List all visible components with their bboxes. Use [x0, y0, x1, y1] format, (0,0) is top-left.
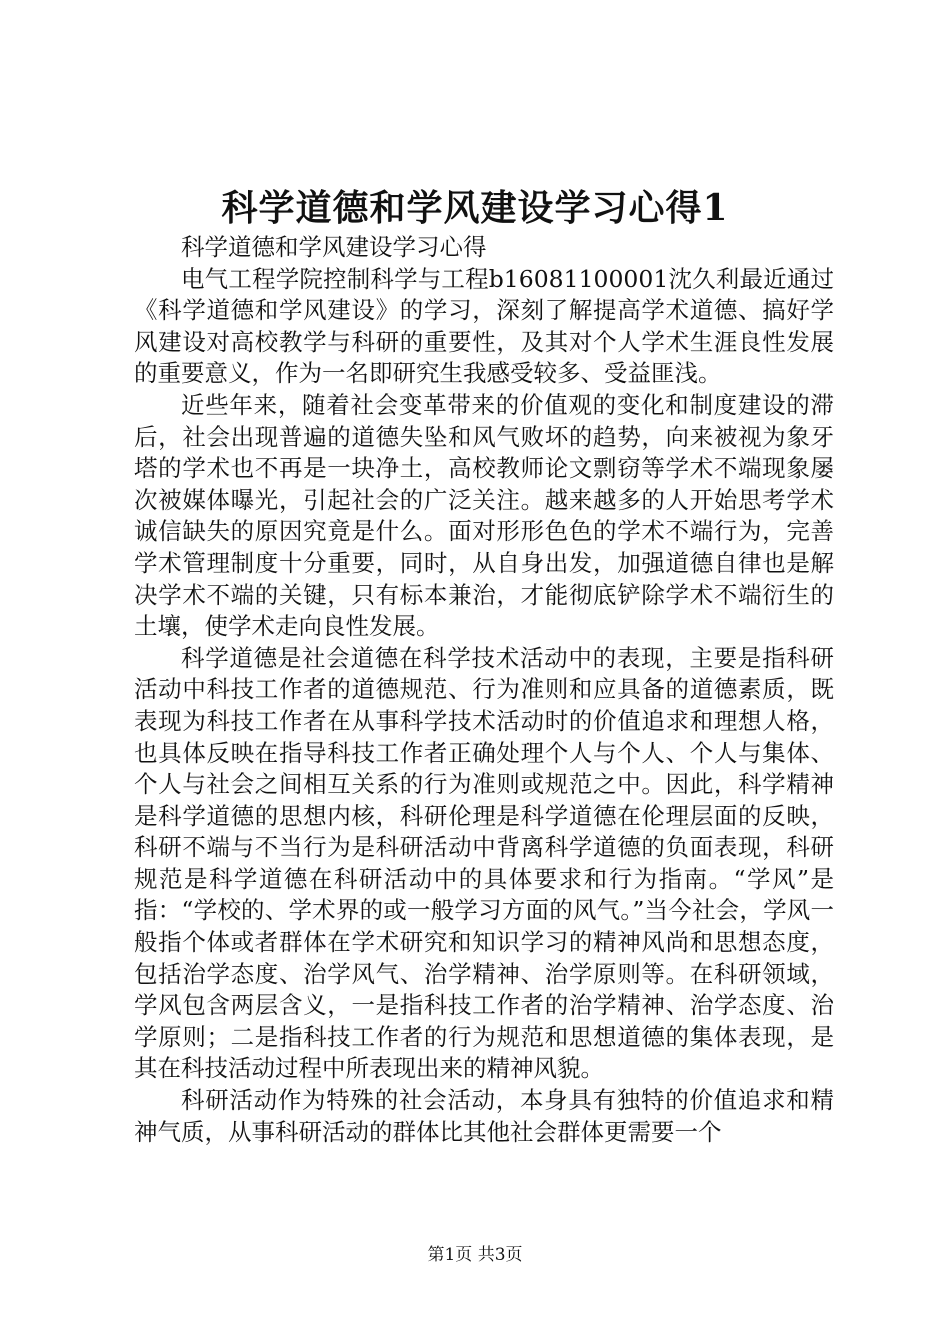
paragraph-research-activity: 科研活动作为特殊的社会活动，本身具有独特的价值追求和精神气质，从事科研活动的群体比其他社会群体更需要一个 [134, 1086, 834, 1146]
document-title: 科学道德和学风建设学习心得1 [221, 187, 729, 229]
document-body [134, 232, 834, 1148]
paragraph-definition: 科学道德是社会道德在科学技术活动中的表现，主要是指科研活动中科技工作者的道德规范、行为准则和应具备的道德素质，既表现为科技工作者在从事科学技术活动时的价值追求和理想人格，也具体反映在指导科技工作者正确处理个人与个人、个人与集体、个人与社会之间相互关系的行为准则或规范之中。因此，科学精神是科学道德的思想内核，科研伦理是科学道德在伦理层面的反映，科研不端与不当行为是科研活动中背离科学道德的负面表现，科研规范是科学道德在科研活动中的具体要求和行为指南。“学风”是指：“学校的、学术界的或一般学习方面的风气。”当今社会，学风一般指个体或者群体在学术研究和知识学习的精神风尚和思想态度，包括治学态度、治学风气、治学精神、治学原则等。在科研领域，学风包含两层含义，一是指科技工作者的治学精神、治学态度、治学原则；二是指科技工作者的行为规范和思想道德的集体表现，是其在科技活动过程中所表现出来的精神风貌。 [134, 643, 834, 1083]
paragraph-subtitle: 科学道德和学风建设学习心得 [181, 233, 487, 261]
paragraph-background: 近些年来，随着社会变革带来的价值观的变化和制度建设的滞后，社会出现普遍的道德失坠和风气败坏的趋势，向来被视为象牙塔的学术也不再是一块净土，高校教师论文剽窃等学术不端现象屡次被媒体曝光，引起社会的广泛关注。越来越多的人开始思考学术诚信缺失的原因究竟是什么。面对形形色色的学术不端行为，完善学术管理制度十分重要，同时，从自身出发，加强道德自律也是解决学术不端的关键，只有标本兼治，才能彻底铲除学术不端衍生的土壤，使学术走向良性发展。 [134, 390, 834, 641]
paragraph-intro: 电气工程学院控制科学与工程b16081100001沈久利最近通过《科学道德和学风建设》的学习，深刻了解提高学术道德、搞好学风建设对高校教学与科研的重要性，及其对个人学术生涯良性发展的重要意义，作为一名即研究生我感受较多、受益匪浅。 [134, 264, 834, 388]
page-number-footer: 第1页 共3页 [427, 1245, 523, 1265]
